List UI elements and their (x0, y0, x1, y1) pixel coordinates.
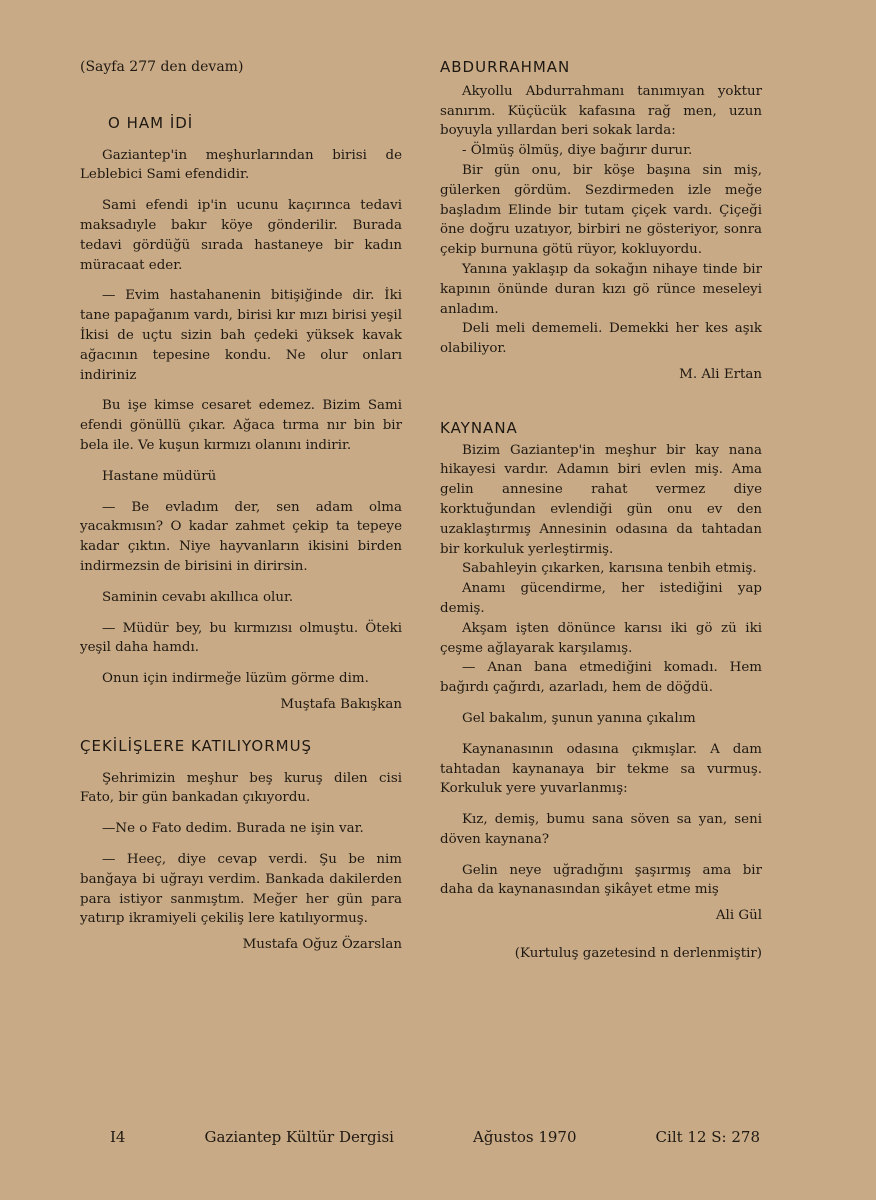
paragraph: Akyollu Abdurrahmanı tanımıyan yoktur sanırım. Küçücük kafasına rağ men, uzun boyuyla yıllardan beri sokak larda: (440, 83, 762, 139)
paragraph: — Be evladım der, sen adam olma yacakmısın? O kadar zahmet çekip ta tepeye kadar çıktın. Niye hayvanların ikisini birden indirmezsin de birisini in dirirsin. (80, 499, 402, 574)
paragraph: Bizim Gaziantep'in meşhur bir kay nana hikayesi vardır. Adamın biri evlen miş. Ama gelin annesine rahat vermez diye korktuğundan evlendiği gün onu ev den uzaklaştırmış Annesinin odasına da tahtadan bir korkuluk yerleştirmiş. (440, 442, 762, 557)
journal-name: Gaziantep Kültür Dergisi (204, 1128, 394, 1146)
paragraph: Gaziantep'in meşhurlarından birisi de Leblebici Sami efendidir. (80, 147, 402, 183)
volume-info: Cilt 12 S: 278 (655, 1128, 760, 1146)
page-footer (110, 1128, 760, 1146)
author-signature: Ali Gül (715, 908, 762, 924)
article-title: ABDURRAHMAN (440, 58, 571, 76)
paragraph: —Ne o Fato dedim. Burada ne işin var. (102, 821, 364, 837)
author-signature: Mustafa Oğuz Özarslan (242, 937, 402, 953)
right-column (440, 58, 762, 964)
article-title: ÇEKİLİŞLERE KATILIYORMUŞ (80, 736, 313, 755)
paragraph: Yanına yaklaşıp da sokağın nihaye tinde bir kapının önünde duran kızı gö rünce meseleyi anladım. (440, 261, 762, 317)
author-signature: Muştafa Bakışkan (280, 696, 402, 712)
continued-note: (Sayfa 277 den devam) (80, 59, 244, 75)
page-number: I4 (110, 1128, 126, 1146)
paragraph: Kaynanasının odasına çıkmışlar. A dam tahtadan kaynanaya bir tekme sa vurmuş. Korkuluk yere yuvarlanmış: (440, 741, 762, 797)
paragraph: Saminin cevabı akıllıca olur. (102, 589, 294, 605)
issue-date: Ağustos 1970 (473, 1128, 577, 1146)
paragraph: — Müdür bey, bu kırmızısı olmuştu. Öteki yeşil daha hamdı. (80, 620, 402, 656)
paragraph: Sabahleyin çıkarken, karısına tenbih etmiş. (462, 561, 757, 577)
paragraph: Hastane müdürü (102, 468, 217, 484)
paragraph: — Evim hastahanenin bitişiğinde dir. İki tane papağanım vardı, birisi kır mızı birisi yeşil İkisi de uçtu sizin bah çedeki yüksek kavak ağacının tepesine kondu. Ne olur onları indiriniz (80, 288, 402, 383)
paragraph: Bu işe kimse cesaret edemez. Bizim Sami efendi gönüllü çıkar. Ağaca tırma nır bin bir bela ile. Ve kuşun kırmızı olanını indirir. (80, 398, 402, 453)
paragraph: Deli meli dememeli. Demekki her kes aşık olabiliyor. (440, 321, 762, 357)
paragraph: — Anan bana etmediğini komadı. Hem bağırdı çağırdı, azarladı, hem de döğdü. (440, 660, 762, 696)
paragraph: Gelin neye uğradığını şaşırmış ama bir daha da kaynanasından şikâyet etme miş (440, 862, 762, 898)
paragraph: — Heeç, diye cevap verdi. Şu be nim banğaya bi uğrayı verdim. Bankada dakilerden para istiyor sanmıştım. Meğer her gün para yatırıp ikramiyeli çekiliş lere katılıyormuş. (80, 851, 402, 927)
left-column (80, 58, 402, 955)
paragraph: Şehrimizin meşhur beş kuruş dilen cisi Fato, bir gün bankadan çıkıyordu. (80, 770, 402, 806)
paragraph: Anamı gücendirme, her istediğini yap demiş. (440, 581, 762, 616)
paragraph: Onun için indirmeğe lüzüm görme dim. (102, 671, 369, 687)
paragraph: Akşam işten dönünce karısı iki gö zü iki çeşme ağlayarak karşılamış. (440, 620, 762, 656)
paragraph: Sami efendi ip'in ucunu kaçırınca tedavi maksadıyle bakır köye gönderilir. Burada tedavi gördüğü sırada hastaneye bir kadın müracaat eder. (80, 198, 402, 273)
source-note: (Kurtuluş gazetesind n derlenmiştir) (514, 946, 762, 962)
paragraph: Gel bakalım, şunun yanına çıkalım (462, 710, 696, 726)
paragraph: Kız, demiş, bumu sana söven sa yan, seni döven kaynana? (440, 812, 762, 847)
paragraph: - Ölmüş ölmüş, diye bağırır durur. (462, 143, 693, 159)
paragraph: Bir gün onu, bir köşe başına sin miş, gülerken gördüm. Sezdirmeden izle meğe başladım Elinde bir tutam çiçek vardı. Çiçeği öne doğru uzatıyor, birbiri ne gösteriyor, sonra çekip burnuna götü rüyor, kokluyordu. (440, 162, 762, 258)
author-signature: M. Ali Ertan (679, 366, 762, 382)
article-title: O HAM İDİ (108, 113, 194, 132)
article-title: KAYNANA (440, 418, 518, 437)
